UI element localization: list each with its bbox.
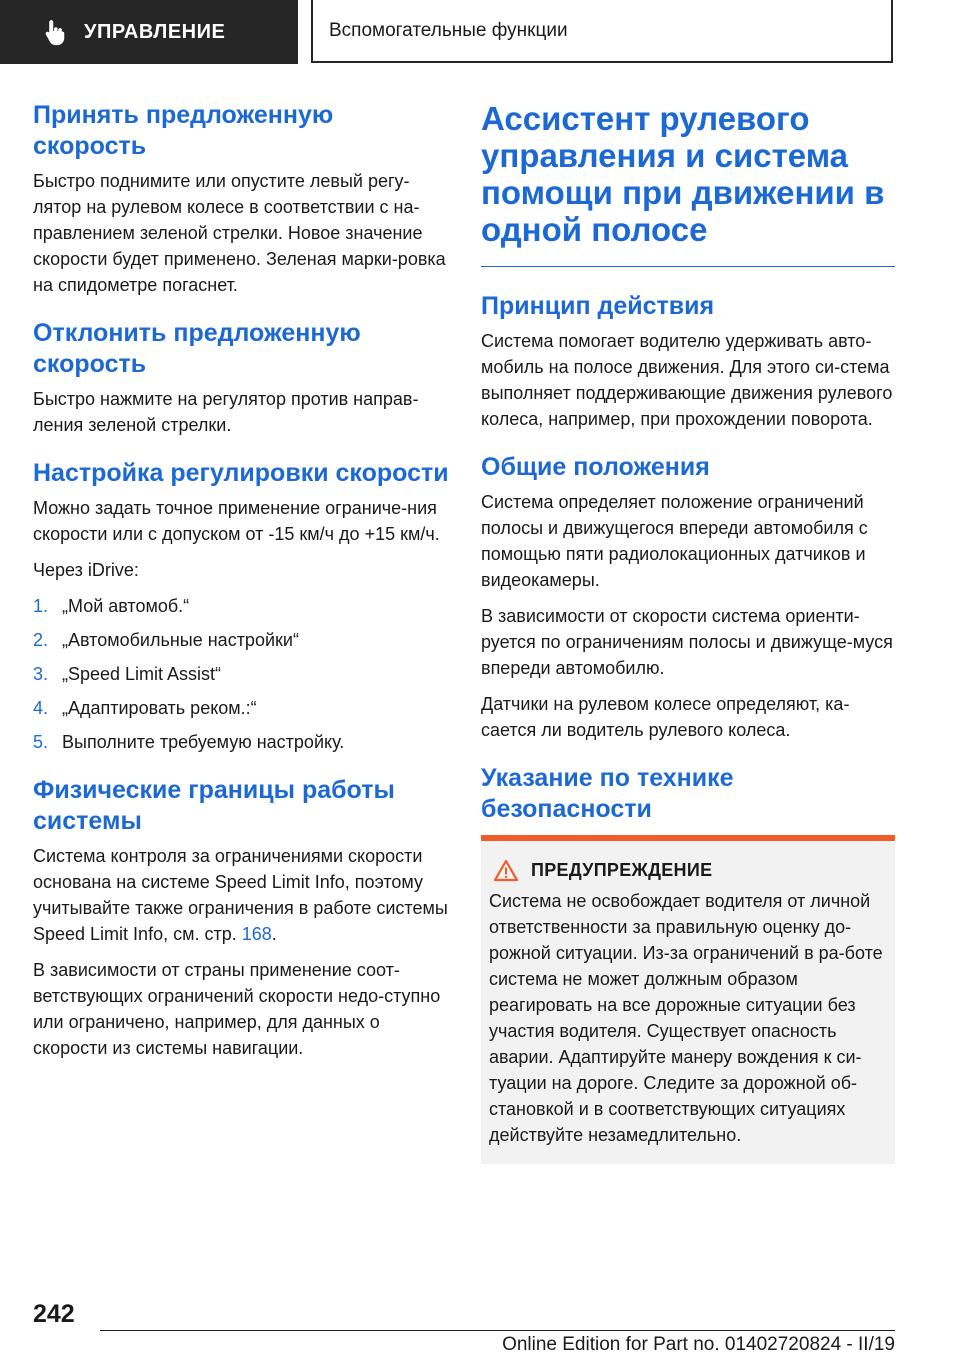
principle-heading: Принцип действия: [481, 292, 715, 320]
accept-speed-text: Быстро поднимите или опустите левый регу-лятор на рулевом колесе в соответствии с на-правлением зеленой стрелки. Новое значение скорости будет применено. Зеленая марки-ровка на спидометре погаснет.: [33, 171, 446, 295]
accept-speed-heading: Принять предложенную скорость: [33, 101, 334, 160]
section-header: [311, 0, 893, 63]
footer-divider: [100, 1330, 895, 1331]
page-number: 242: [33, 1300, 75, 1328]
right-column: [481, 100, 895, 1164]
section-title: Вспомогательные функции: [329, 19, 568, 41]
list-item: 1. „Мой автомоб.“: [33, 596, 190, 616]
speed-adjust-text: Можно задать точное применение ограниче-ния скорости или с допуском от -15 км/ч до +15 км/ч.: [33, 498, 440, 544]
reject-speed-section: [33, 318, 453, 438]
edition-text: Online Edition for Part no. 01402720824 - II/19: [502, 1334, 895, 1355]
steps-list: [33, 593, 453, 755]
left-column: [33, 100, 453, 1081]
limits-text-2: В зависимости от страны применение соот-ветствующих ограничений скорости недо-ступно или ограничено, например, для данных о скорости из системы навигации.: [33, 960, 441, 1058]
chapter-tab: [0, 0, 298, 64]
reject-speed-heading: Отклонить предложенную скорость: [33, 319, 361, 378]
general-text-1: Система определяет положение ограничений полосы и движущегося впереди автомобиля с помощью пяти радиолокационных датчиков и видеокамеры.: [481, 492, 868, 590]
general-text-3: Датчики на рулевом колесе определяют, ка-сается ли водитель рулевого колеса.: [481, 694, 850, 740]
speed-adjust-heading: Настройка регулировки скорости: [33, 459, 449, 487]
warning-text: Система не освобождает водителя от личной ответственности за правильную оценку до-рожной ситуации. Из-за ограничений в ра-боте система не может должным образом реагировать на все дорожные ситуации без участия водителя. Существует опасность аварии. Адаптируйте манеру вождения к си-туации на дороге. Следите за дорожной об-становкой и в соответствующих ситуациях действуйте незамедлительно.: [489, 891, 883, 1145]
principle-section: [481, 291, 895, 432]
list-item: 3. „Speed Limit Assist“: [33, 664, 222, 684]
list-item: 4. „Адаптировать реком.:“: [33, 698, 257, 718]
limits-heading: Физические границы работы системы: [33, 776, 395, 835]
warning-box: [481, 841, 895, 1164]
general-heading: Общие положения: [481, 453, 710, 481]
page-link[interactable]: 168: [241, 924, 272, 944]
principle-text: Система помогает водителю удерживать авто-мобиль на полосе движения. Для этого си-стема выполняет поддерживающие движения рулевого колеса, например, при прохождении поворота.: [481, 331, 893, 429]
idrive-intro: Через iDrive:: [33, 560, 139, 580]
safety-section: [481, 763, 895, 1164]
general-section: [481, 452, 895, 743]
list-item: 2. „Автомобильные настройки“: [33, 630, 299, 650]
warning-triangle-icon: [493, 859, 519, 882]
list-item: 5. Выполните требуемую настройку.: [33, 732, 345, 752]
heading-divider: [481, 266, 895, 267]
warning-title: ПРЕДУПРЕЖДЕНИЕ: [531, 860, 713, 880]
safety-heading: Указание по технике безопасности: [481, 764, 734, 823]
speed-adjust-section: [33, 458, 453, 755]
reject-speed-text: Быстро нажмите на регулятор против направ-ления зеленой стрелки.: [33, 389, 419, 435]
chapter-tab-label: УПРАВЛЕНИЕ: [84, 20, 226, 43]
hand-pointer-icon: [40, 17, 70, 47]
limits-section: [33, 775, 453, 1061]
accept-speed-section: [33, 100, 453, 298]
limits-text: Система контроля за ограничениями скорости основана на системе Speed Limit Info, поэтому учитывайте также ограничения в работе системы Speed Limit Info, см. стр. 168.: [33, 846, 448, 944]
main-heading: Ассистент рулевого управления и система помощи при движении в одной полосе: [481, 100, 885, 248]
general-text-2: В зависимости от скорости система ориенти-руется по ограничениям полосы и движуще-муся впереди автомобилю.: [481, 606, 893, 678]
